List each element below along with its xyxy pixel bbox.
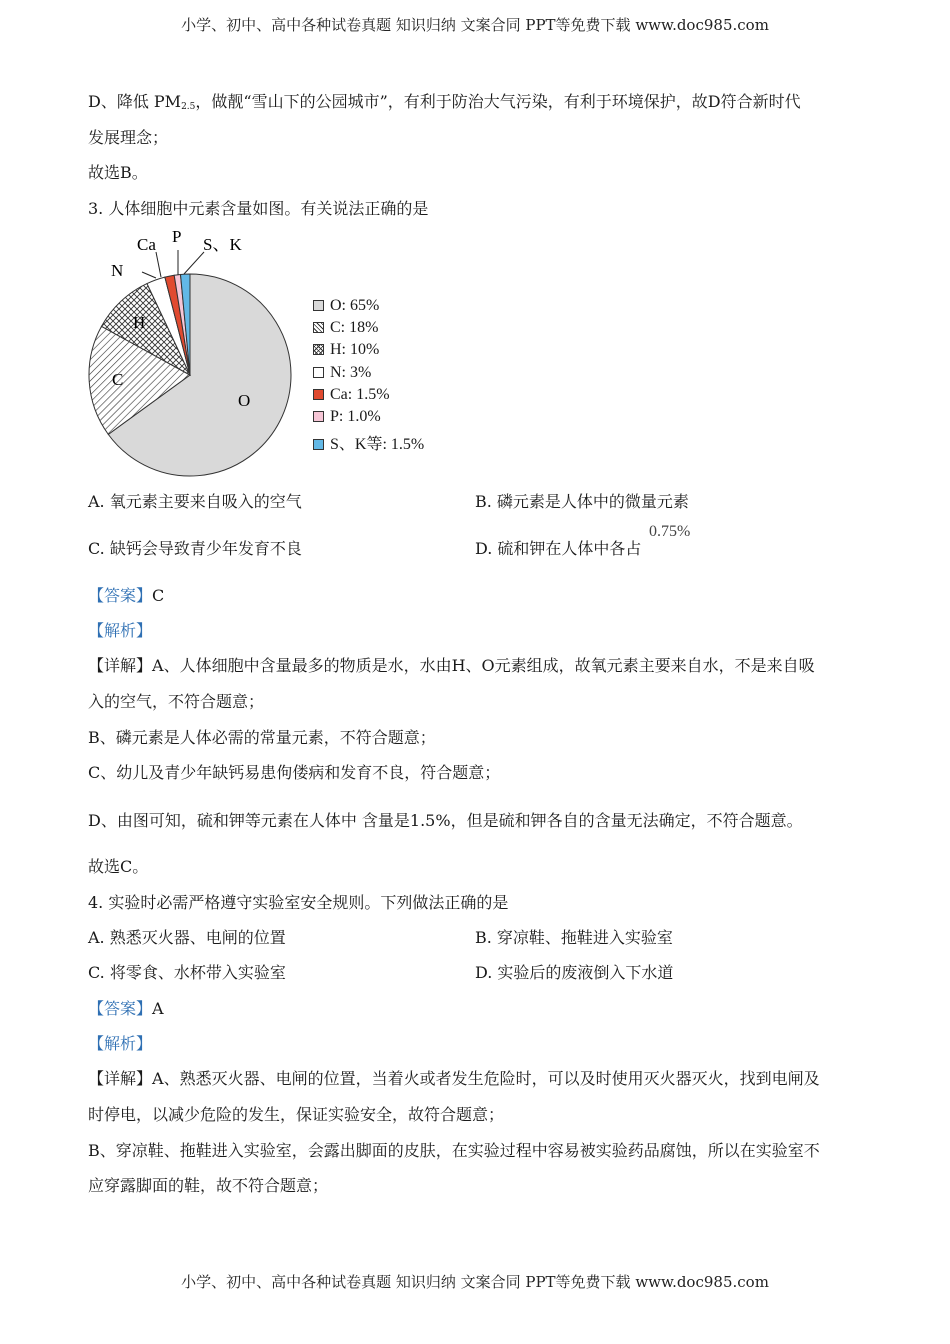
q4-detail-b2: 应穿露脚面的鞋，故不符合题意； bbox=[88, 1176, 329, 1195]
q3-detail-b: B、磷元素是人体必需的常量元素，不符合题意； bbox=[88, 728, 436, 747]
q3-answer bbox=[88, 586, 164, 606]
legend-label-h: H: 10% bbox=[330, 341, 380, 358]
legend-item-o bbox=[313, 297, 379, 315]
q4-detail-a1-text: A、熟悉灭火器、电闸的位置，当着火或者发生危险时，可以及时使用灭火器灭火，找到电闸及 bbox=[152, 1069, 820, 1088]
legend-item-ca bbox=[313, 386, 390, 404]
leader-sk bbox=[184, 252, 204, 274]
legend-swatch-h bbox=[313, 344, 324, 355]
q3-choose: 故选C。 bbox=[88, 857, 149, 876]
legend-label-o: O: 65% bbox=[330, 297, 380, 314]
legend-item-n bbox=[313, 364, 371, 382]
legend-swatch-p bbox=[313, 411, 324, 422]
q3-option-b[interactable]: B. 磷元素是人体中的微量元素 bbox=[475, 492, 689, 511]
q4-option-d[interactable]: D. 实验后的废液倒入下水道 bbox=[475, 963, 674, 982]
q4-detail-tag: 【详解】 bbox=[88, 1069, 153, 1088]
q3-answer-value: C bbox=[152, 586, 165, 605]
q3-detail-tag: 【详解】 bbox=[88, 656, 153, 675]
q3-detail-a1 bbox=[88, 656, 815, 676]
q4-detail-a1 bbox=[88, 1069, 820, 1089]
prev-d-subscript: 2.5 bbox=[181, 102, 196, 112]
slice-label-o: O bbox=[238, 391, 251, 410]
q4-stem: 4. 实验时必需严格遵守实验室安全规则。下列做法正确的是 bbox=[88, 893, 509, 912]
q3-analysis-tag bbox=[88, 621, 152, 641]
q3-answer-tag: 【答案】 bbox=[88, 586, 153, 605]
slice-label-sk: S、K bbox=[203, 235, 242, 254]
q4-detail-a2: 时停电，以减少危险的发生，保证实验安全，故符合题意； bbox=[88, 1105, 505, 1124]
q3-detail-c: C、幼儿及青少年缺钙易患佝偻病和发育不良，符合题意； bbox=[88, 763, 501, 782]
leader-ca bbox=[156, 252, 161, 277]
q3-detail-a2: 入的空气，不符合题意； bbox=[88, 692, 265, 711]
legend-swatch-sk bbox=[313, 439, 324, 450]
legend-item-c bbox=[313, 319, 378, 337]
q4-option-a[interactable]: A. 熟悉灭火器、电闸的位置 bbox=[88, 928, 286, 947]
q4-answer bbox=[88, 999, 164, 1019]
page-footer: 小学、初中、高中各种试卷真题 知识归纳 文案合同 PPT等免费下载 www.doc985.com bbox=[181, 1273, 769, 1291]
legend-item-sk bbox=[313, 431, 424, 454]
q3-detail-d: D、由图可知，硫和钾等元素在人体中 含量是1.5%，但是硫和钾各自的含量无法确定，不符合题意。 bbox=[88, 811, 803, 830]
q4-answer-tag: 【答案】 bbox=[88, 999, 153, 1018]
slice-label-p: P bbox=[172, 228, 182, 246]
legend-label-p: P: 1.0% bbox=[330, 408, 381, 425]
legend-item-p bbox=[313, 408, 381, 426]
slice-label-c: C bbox=[112, 370, 124, 389]
legend-swatch-n bbox=[313, 367, 324, 378]
q4-analysis-label: 【解析】 bbox=[88, 1034, 153, 1053]
legend-swatch-c bbox=[313, 322, 324, 333]
q3-option-d[interactable]: D. 硫和钾在人体中各占 bbox=[475, 539, 642, 558]
prev-choose: 故选B。 bbox=[88, 163, 148, 182]
q4-option-b[interactable]: B. 穿凉鞋、拖鞋进入实验室 bbox=[475, 928, 673, 947]
slice-label-h: H bbox=[133, 313, 146, 332]
prev-d-part1: D、降低 PM bbox=[88, 92, 182, 111]
q4-detail-b1: B、穿凉鞋、拖鞋进入实验室，会露出脚面的皮肤，在实验过程中容易被实验药品腐蚀，所以在实验室不 bbox=[88, 1141, 820, 1160]
q3-option-c[interactable]: C. 缺钙会导致青少年发育不良 bbox=[88, 539, 302, 558]
prev-d-part2: ，做靓“雪山下的公园城市”，有利于防治大气污染，有利于环境保护，故D符合新时代 bbox=[195, 92, 801, 111]
legend-label-c: C: 18% bbox=[330, 319, 379, 336]
q4-answer-value: A bbox=[152, 999, 164, 1018]
legend-swatch-ca bbox=[313, 389, 324, 400]
legend-label-ca: Ca: 1.5% bbox=[330, 386, 390, 403]
legend-label-sk: S、K等: 1.5% bbox=[330, 436, 425, 453]
q3-stem: 3. 人体细胞中元素含量如图。有关说法正确的是 bbox=[88, 199, 429, 218]
slice-label-n: N bbox=[111, 261, 124, 280]
leader-n bbox=[142, 272, 156, 278]
page-header: 小学、初中、高中各种试卷真题 知识归纳 文案合同 PPT等免费下载 www.doc985.com bbox=[181, 16, 769, 34]
legend-label-n: N: 3% bbox=[330, 364, 372, 381]
q3-analysis-label: 【解析】 bbox=[88, 621, 153, 640]
q3-option-a[interactable]: A. 氧元素主要来自吸入的空气 bbox=[88, 492, 302, 511]
slice-label-ca: Ca bbox=[137, 235, 156, 254]
prev-option-d-cont: 发展理念； bbox=[88, 128, 169, 147]
prev-option-d bbox=[88, 92, 801, 115]
q4-option-c[interactable]: C. 将零食、水杯带入实验室 bbox=[88, 963, 286, 982]
legend-swatch-o bbox=[313, 300, 324, 311]
q4-analysis-tag bbox=[88, 1034, 152, 1054]
q3-option-d-value: 0.75% bbox=[649, 523, 691, 540]
q3-detail-a1-text: A、人体细胞中含量最多的物质是水，水由H、O元素组成，故氧元素主要来自水，不是来自吸 bbox=[152, 656, 815, 675]
legend-item-h bbox=[313, 341, 379, 359]
